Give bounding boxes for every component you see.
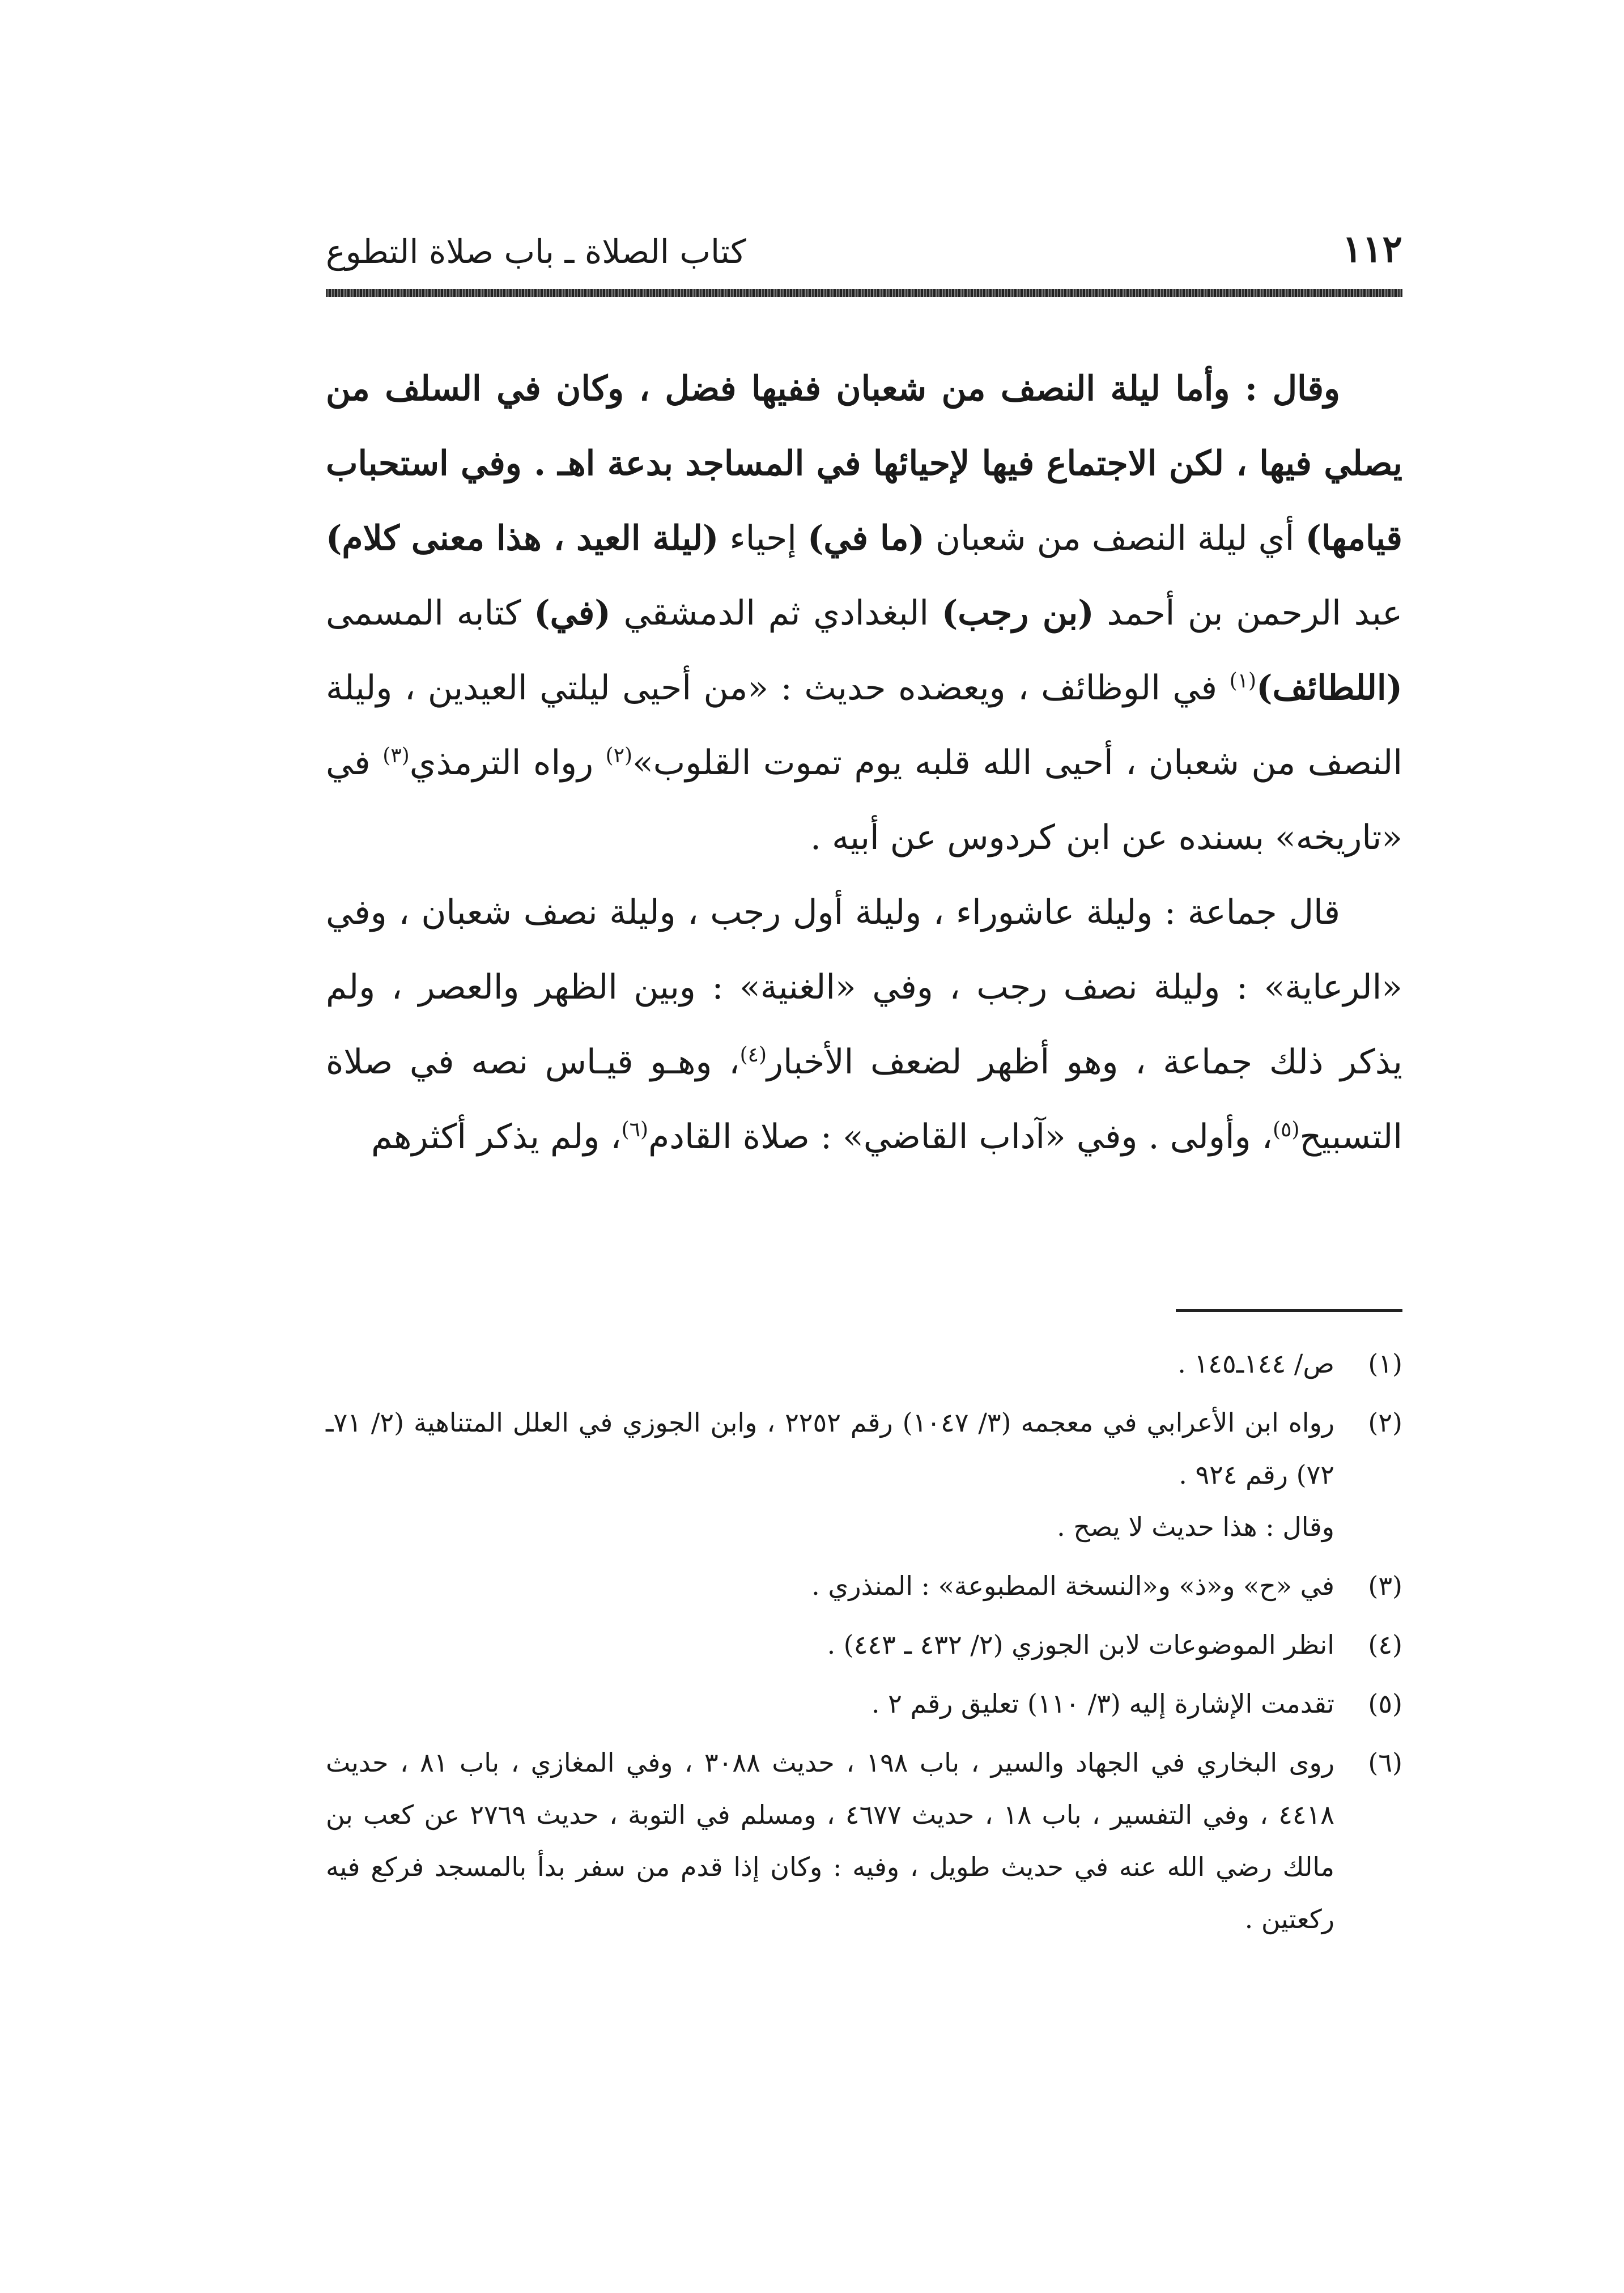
- footnote-ref-6[interactable]: (٦): [621, 1118, 649, 1141]
- text-run: البغدادي ثم الدمشقي: [610, 593, 942, 633]
- page-number: ١١٢: [1342, 227, 1402, 271]
- text-run: عبد الرحمن بن أحمد: [1094, 593, 1402, 633]
- bold-text: (في): [534, 593, 611, 633]
- footnote-line: انظر الموضوعات لابن الجوزي (٢/ ٤٣٢ ـ ٤٤٣) .: [827, 1629, 1334, 1660]
- footnote-number: (١): [1368, 1348, 1402, 1379]
- footnote-2: [326, 1396, 1402, 1553]
- bold-text: (بن رجب): [941, 593, 1094, 633]
- footnote-ref-2[interactable]: (٢): [605, 744, 633, 767]
- footnote-ref-3[interactable]: (٣): [382, 744, 410, 767]
- running-title: كتاب الصلاة ـ باب صلاة التطوع: [326, 232, 746, 271]
- text-run: في الوظائف ، ويعضده حديث : «من أحيى ليلتي العيدين ، وليلة النصف من شعبان ، أحيى الله قلبه يوم تموت القلوب»: [326, 668, 1402, 783]
- text-run: أي ليلة النصف من شعبان: [924, 519, 1306, 558]
- text-run: ، وأولى . وفي «آداب القاضي» : صلاة القادم: [648, 1117, 1273, 1157]
- footnote-line: ص/ ١٤٤ـ١٤٥ .: [1177, 1348, 1334, 1379]
- text-run: في «تاريخه» بسنده عن ابن كردوس عن أبيه .: [326, 743, 1402, 857]
- footnote-ref-4[interactable]: (٤): [739, 1043, 767, 1067]
- footnote-ref-5[interactable]: (٥): [1273, 1118, 1300, 1141]
- footnote-ref-1[interactable]: (١): [1229, 669, 1257, 693]
- paragraph-1: [326, 351, 1402, 875]
- text-run: كتابه المسمى: [326, 593, 534, 633]
- bold-text: (اللطائف): [1256, 668, 1402, 708]
- footnote-line: روى البخاري في الجهاد والسير ، باب ١٩٨ ، حديث ٣٠٨٨ ، وفي المغازي ، باب ٨١ ، حديث ٤٤١٨ ، وفي التفسير ، باب ١٨ ، حديث ٤٦٧٧ ، ومسلم في التوبة ، حديث ٢٧٦٩ عن كعب بن مالك رضي الله عنه في حديث طويل ، وفيه : وكان إذا قدم من سفر بدأ بالمسجد فركع فيه ركعتين .: [326, 1747, 1335, 1934]
- footnote-line: في «ح» و«ذ» و«النسخة المطبوعة» : المنذري .: [811, 1570, 1334, 1601]
- footnote-number: (٦): [1368, 1747, 1402, 1778]
- bold-text: وقال : وأما ليلة النصف من شعبان ففيها فضل ، وكان في السلف من يصلي فيها ، لكن الاجتماع فيها لإحيائها في المساجد بدعة اهـ . وفي استحباب قيامها): [326, 369, 1402, 558]
- footnote-6: [326, 1736, 1402, 1945]
- footnotes: [326, 1337, 1402, 1952]
- footnote-separator: [1176, 1309, 1402, 1312]
- footnote-5: [326, 1678, 1402, 1730]
- text-run: إحياء: [719, 519, 807, 558]
- paragraph-2: [326, 875, 1402, 1174]
- footnote-1: [326, 1337, 1402, 1390]
- text-run: قال جماعة : وليلة عاشوراء ، وليلة أول رجب ، وليلة نصف شعبان ، وفي «الرعاية» : وليلة نصف رجب ، وفي «الغنية» : وبين الظهر والعصر ، ولم يذكر ذلك جماعة ، وهو أظهر لضعف الأخبار: [326, 893, 1402, 1082]
- text-run: رواه الترمذي: [409, 743, 606, 783]
- header-rule: [326, 289, 1402, 297]
- footnote-number: (٣): [1368, 1570, 1402, 1601]
- bold-text: (ما في): [807, 519, 925, 558]
- footnote-line: رواه ابن الأعرابي في معجمه (٣/ ١٠٤٧) رقم ٢٢٥٢ ، وابن الجوزي في العلل المتناهية (٢/ ٧١ـ ٧٢) رقم ٩٢٤ .: [326, 1407, 1335, 1490]
- footnote-line: وقال : هذا حديث لا يصح .: [1057, 1511, 1334, 1542]
- text-run: ، ولم يذكر أكثرهم: [371, 1117, 622, 1157]
- footnote-line: تقدمت الإشارة إليه (٣/ ١١٠) تعليق رقم ٢ .: [871, 1688, 1334, 1719]
- footnote-number: (٢): [1368, 1407, 1402, 1438]
- page-header: [326, 227, 1402, 289]
- footnote-3: [326, 1560, 1402, 1612]
- main-text: [326, 351, 1402, 1174]
- footnote-number: (٤): [1368, 1629, 1402, 1660]
- text-run: ، وهـو قيـاس نصه في صلاة التسبيح: [326, 1042, 1402, 1157]
- footnote-number: (٥): [1368, 1688, 1402, 1719]
- bold-text: (ليلة العيد ، هذا معنى كلام): [326, 519, 719, 558]
- footnote-4: [326, 1619, 1402, 1671]
